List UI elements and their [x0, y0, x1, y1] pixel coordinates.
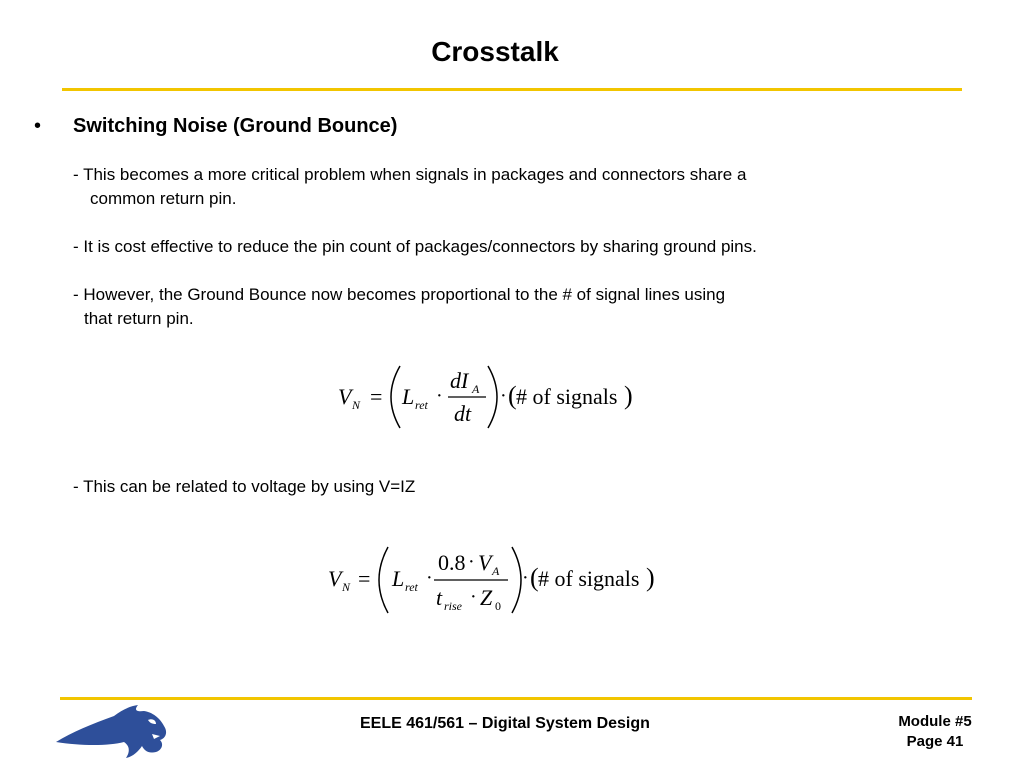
eq2-dot: ·	[426, 567, 433, 589]
eq1-left-paren	[391, 366, 400, 428]
eq2-numerator-coef: 0.8	[438, 550, 466, 575]
eq2-small-right-paren: )	[646, 563, 655, 592]
eq2-numerator-dot: ·	[468, 551, 475, 573]
footer-module: Module #5	[898, 713, 972, 730]
eq1-dot: ·	[436, 385, 443, 407]
eq1-lhs-sub: N	[352, 398, 361, 412]
paragraph-line: - This becomes a more critical problem when signals in packages and connectors share a	[73, 165, 747, 184]
eq2-denominator-var2: Z	[480, 585, 493, 610]
paragraph-line: - It is cost effective to reduce the pin count of packages/connectors by sharing ground pins.	[73, 237, 757, 256]
footer-divider	[60, 697, 972, 700]
eq1-small-left-paren: (	[508, 381, 517, 410]
title-divider	[62, 88, 962, 91]
eq1-l-var: L	[402, 384, 415, 409]
bobcat-logo-icon	[52, 702, 172, 760]
eq2-left-paren	[379, 547, 388, 613]
eq1-denominator: dt	[454, 401, 472, 426]
paragraph-proportional	[73, 283, 725, 331]
eq2-denominator-sub1: rise	[444, 599, 462, 613]
equation-ground-bounce	[330, 360, 650, 435]
eq2-lhs-var: V	[328, 566, 342, 591]
eq2-l-sub: ret	[405, 580, 418, 594]
paragraph-line: - This can be related to voltage by using V=IZ	[73, 477, 416, 496]
eq1-equals: =	[370, 384, 383, 409]
eq2-small-left-paren: (	[530, 563, 539, 592]
eq2-count: # of signals	[538, 566, 640, 591]
equation-ground-bounce-voltage	[322, 542, 672, 620]
eq2-dot2: ·	[522, 567, 529, 589]
eq2-denominator-sub2: 0	[495, 599, 501, 613]
footer-page-number: Page 41	[906, 733, 964, 750]
eq1-l-sub: ret	[415, 398, 428, 412]
footer-page-info	[880, 712, 990, 752]
eq2-equals: =	[358, 566, 371, 591]
paragraph-voltage	[73, 475, 415, 499]
eq1-dot2: ·	[500, 385, 507, 407]
eq1-numerator-sub: A	[472, 382, 480, 396]
slide-title: Crosstalk	[431, 36, 559, 67]
bullet-heading: Switching Noise (Ground Bounce)	[73, 115, 398, 137]
eq2-right-paren	[512, 547, 521, 613]
eq1-small-right-paren: )	[624, 381, 633, 410]
paragraph-cost-effective	[73, 235, 757, 259]
eq2-numerator-var: V	[478, 550, 492, 575]
footer-course-title: EELE 461/561 – Digital System Design	[360, 715, 650, 732]
eq2-denominator-dot: ·	[470, 586, 477, 608]
eq1-lhs-var: V	[338, 384, 352, 409]
eq1-count: # of signals	[516, 384, 618, 409]
eq2-denominator-var1: t	[436, 585, 443, 610]
paragraph-line: common return pin.	[90, 189, 237, 208]
eq1-numerator: dI	[450, 368, 469, 393]
eq1-right-paren	[488, 366, 497, 428]
bullet-marker: •	[34, 115, 42, 137]
eq2-lhs-sub: N	[342, 580, 351, 594]
paragraph-line: - However, the Ground Bounce now becomes proportional to the # of signal lines using	[73, 285, 726, 304]
paragraph-shared-return-pin	[73, 163, 746, 211]
paragraph-line: that return pin.	[84, 309, 194, 328]
eq2-l-var: L	[392, 566, 405, 591]
eq2-numerator-sub: A	[492, 564, 500, 578]
